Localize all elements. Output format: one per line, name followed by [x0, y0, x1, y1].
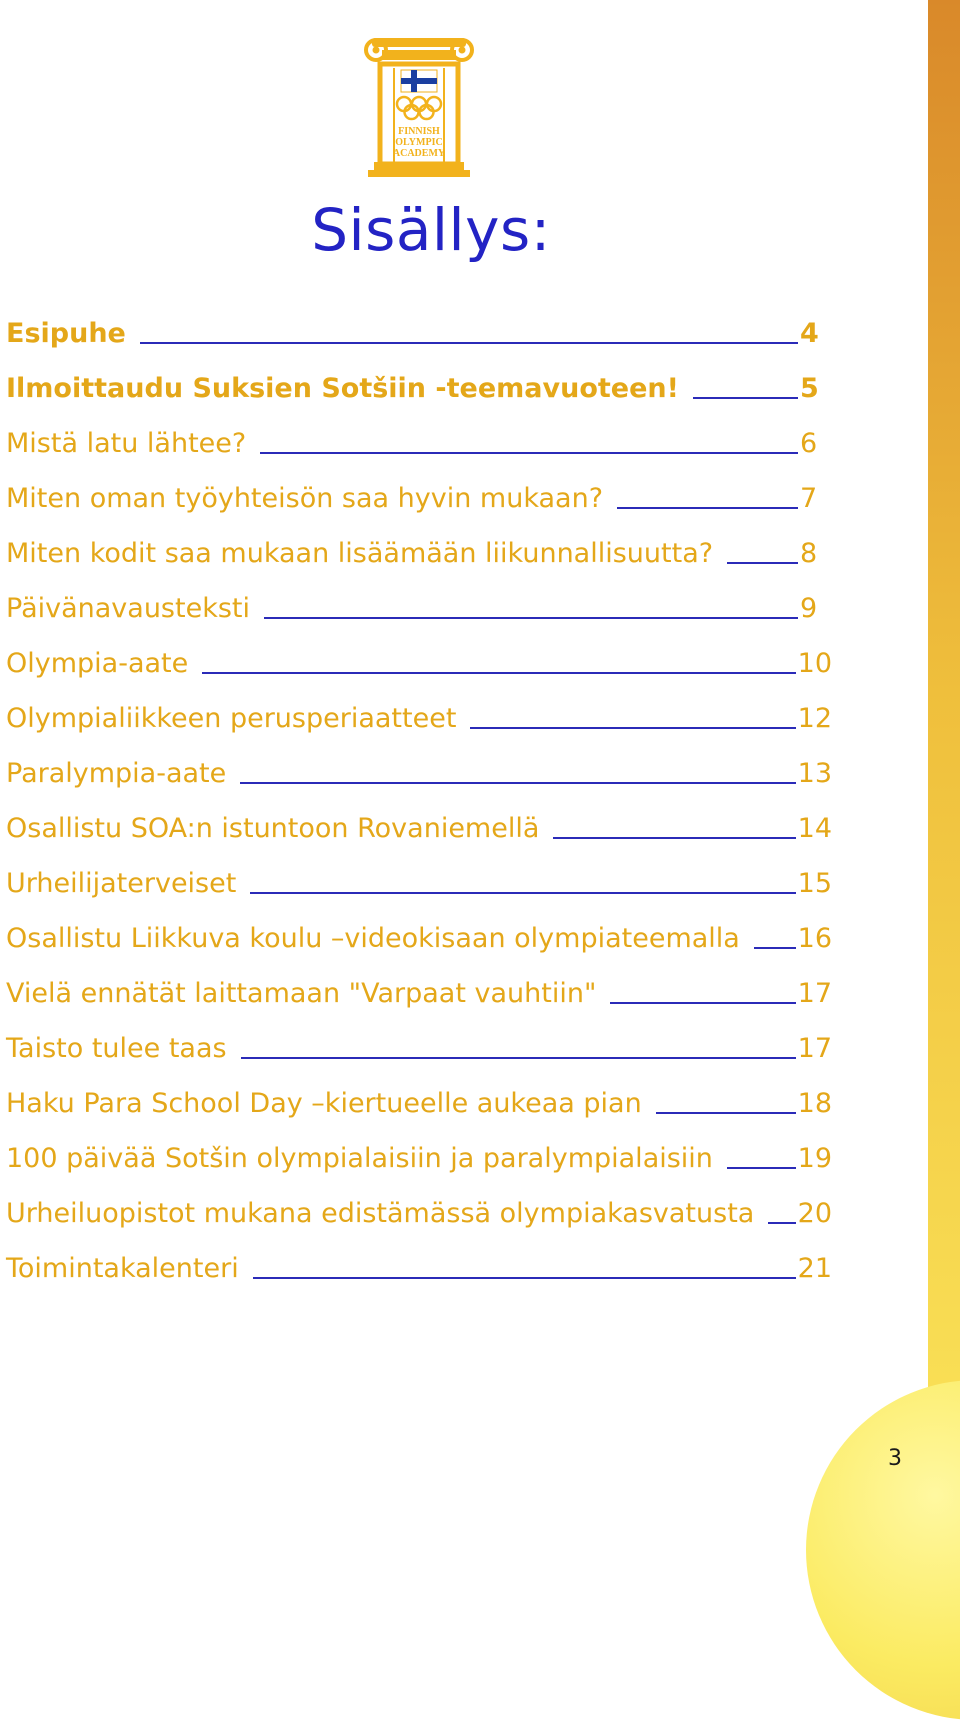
page-title: Sisällys:: [311, 196, 551, 264]
toc-entry[interactable]: [6, 349, 832, 404]
toc-entry-page: 7: [800, 483, 818, 514]
toc-entry[interactable]: [6, 459, 832, 514]
toc-leader-line: [202, 671, 795, 674]
toc-entry-page: 5: [800, 373, 819, 404]
toc-entry[interactable]: [6, 624, 832, 679]
toc-leader-line: [470, 726, 795, 729]
toc-entry[interactable]: [6, 679, 832, 734]
page-number: 3: [888, 1446, 902, 1471]
toc-entry[interactable]: [6, 954, 832, 1009]
toc-entry-title: Päivänavausteksti: [6, 593, 250, 624]
toc-entry-page: 19: [797, 1143, 832, 1174]
toc-entry-page: 8: [800, 538, 818, 569]
toc-entry-page: 14: [797, 813, 832, 844]
toc-leader-line: [727, 1166, 796, 1169]
toc-entry-page: 15: [797, 868, 832, 899]
toc-entry-title: Toimintakalenteri: [6, 1253, 239, 1284]
toc-entry-title: Taisto tulee taas: [6, 1033, 227, 1064]
table-of-contents: [6, 294, 832, 1284]
toc-leader-line: [727, 561, 798, 564]
toc-leader-line: [693, 396, 798, 399]
toc-entry-title: Miten oman työyhteisön saa hyvin mukaan?: [6, 483, 604, 514]
toc-leader-line: [253, 1276, 796, 1279]
toc-entry[interactable]: [6, 569, 832, 624]
toc-leader-line: [617, 506, 798, 509]
toc-entry-page: 17: [797, 978, 832, 1009]
logo-text-line-3: ACADEMY: [392, 148, 446, 159]
toc-entry[interactable]: [6, 1229, 832, 1284]
toc-entry-page: 16: [797, 923, 832, 954]
toc-entry-page: 9: [800, 593, 818, 624]
toc-entry-title: Urheiluopistot mukana edistämässä olympiakasvatusta: [6, 1198, 755, 1229]
logo-text-line-2: OLYMPIC: [395, 137, 443, 148]
toc-entry-page: 21: [797, 1253, 832, 1284]
toc-entry-page: 13: [797, 758, 832, 789]
toc-entry[interactable]: [6, 789, 832, 844]
toc-leader-line: [241, 1056, 796, 1059]
toc-leader-line: [656, 1111, 796, 1114]
toc-entry[interactable]: [6, 404, 832, 459]
toc-leader-line: [610, 1001, 795, 1004]
toc-entry[interactable]: [6, 734, 832, 789]
toc-entry[interactable]: [6, 294, 832, 349]
toc-leader-line: [768, 1221, 795, 1224]
toc-entry-title: 100 päivää Sotšin olympialaisiin ja paralympialaisiin: [6, 1143, 713, 1174]
toc-entry-title: Ilmoittaudu Suksien Sotšiin -teemavuoteen!: [6, 373, 679, 404]
toc-entry-title: Mistä latu lähtee?: [6, 428, 247, 459]
toc-entry[interactable]: [6, 514, 832, 569]
toc-entry[interactable]: [6, 844, 832, 899]
logo-text-line-1: FINNISH: [398, 126, 440, 137]
toc-leader-line: [260, 451, 798, 454]
finnish-olympic-academy-logo: [358, 30, 480, 178]
toc-entry[interactable]: [6, 1119, 832, 1174]
toc-entry-page: 12: [797, 703, 832, 734]
toc-leader-line: [140, 341, 798, 344]
toc-entry-title: Osallistu SOA:n istuntoon Rovaniemellä: [6, 813, 540, 844]
toc-entry[interactable]: [6, 1009, 832, 1064]
decorative-side-band: [928, 0, 960, 1536]
toc-entry-title: Esipuhe: [6, 318, 126, 349]
toc-entry-title: Haku Para School Day –kiertueelle aukeaa pian: [6, 1088, 642, 1119]
toc-entry-title: Vielä ennätät laittamaan "Varpaat vauhtiin": [6, 978, 597, 1009]
toc-entry-page: 10: [797, 648, 832, 679]
toc-entry-page: 4: [800, 318, 819, 349]
toc-entry-title: Osallistu Liikkuva koulu –videokisaan olympiateemalla: [6, 923, 740, 954]
toc-entry-page: 6: [800, 428, 818, 459]
toc-entry[interactable]: [6, 1064, 832, 1119]
toc-entry-page: 17: [797, 1033, 832, 1064]
toc-leader-line: [553, 836, 795, 839]
toc-leader-line: [264, 616, 798, 619]
toc-entry-title: Olympia-aate: [6, 648, 189, 679]
decorative-corner-circle: [806, 1380, 960, 1720]
toc-entry-page: 20: [797, 1198, 832, 1229]
toc-leader-line: [240, 781, 795, 784]
toc-entry-title: Miten kodit saa mukaan lisäämään liikunnallisuutta?: [6, 538, 714, 569]
logo-column-icon: [358, 30, 480, 178]
toc-entry-title: Olympialiikkeen perusperiaatteet: [6, 703, 457, 734]
toc-leader-line: [754, 946, 796, 949]
toc-entry-title: Paralympia-aate: [6, 758, 227, 789]
toc-entry[interactable]: [6, 1174, 832, 1229]
toc-entry[interactable]: [6, 899, 832, 954]
toc-leader-line: [250, 891, 795, 894]
toc-entry-title: Urheilijaterveiset: [6, 868, 237, 899]
toc-entry-page: 18: [797, 1088, 832, 1119]
